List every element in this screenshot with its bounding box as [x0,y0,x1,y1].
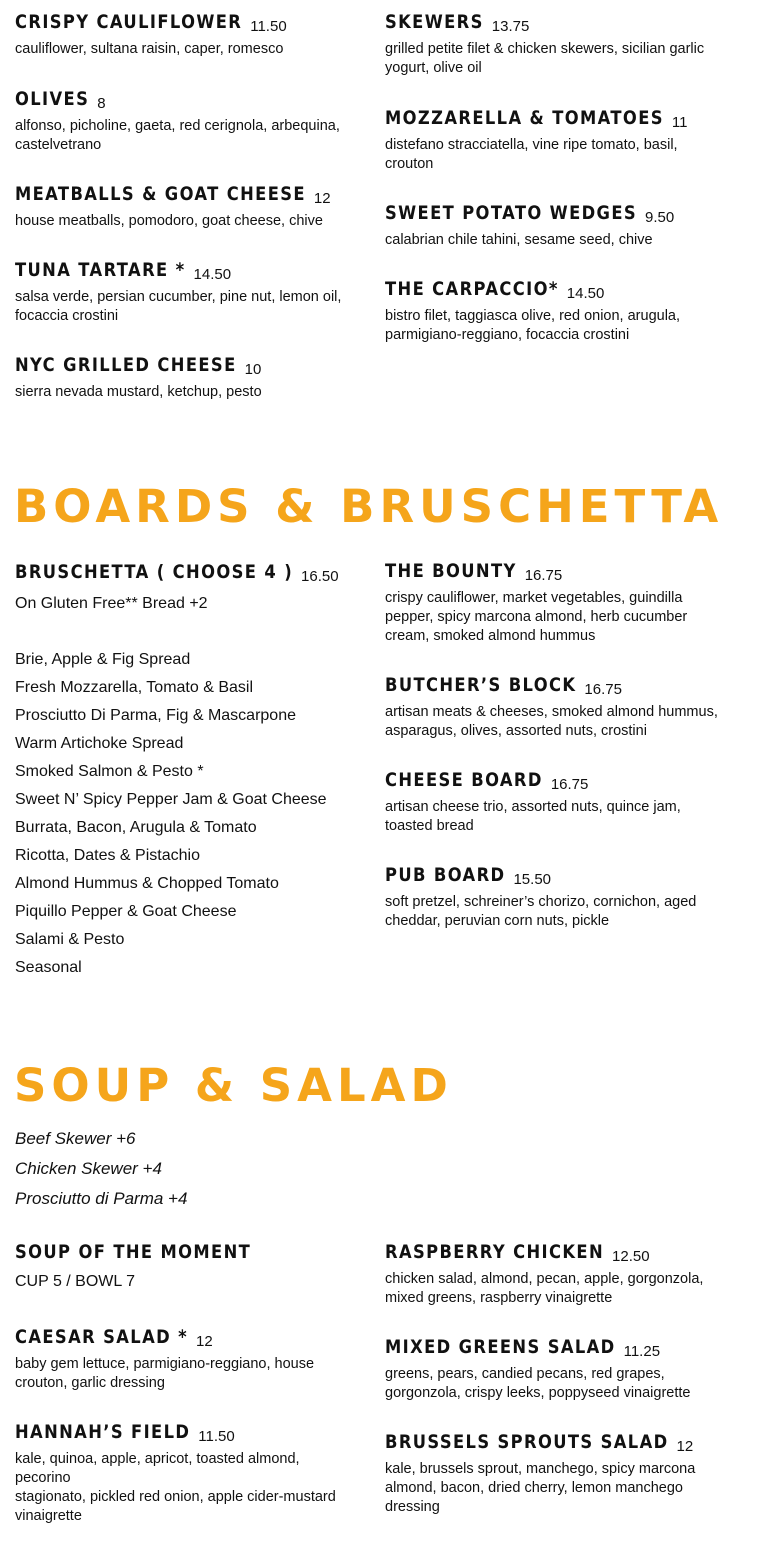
item-description: crispy cauliflower, market vegetables, guindilla pepper, spicy marcona almond, herb cucumber cream, smoked almond hummus [385,590,688,644]
menu-item [15,258,345,326]
item-price: 11.25 [623,1343,661,1360]
item-name: TUNA TARTARE * [15,259,186,281]
list-item: Almond Hummus & Chopped Tomato [15,875,279,892]
menu-item [15,182,355,231]
item-description: salsa verde, persian cucumber, pine nut, lemon oil, focaccia crostini [15,289,342,324]
item-name: HANNAH’S FIELD [15,1421,191,1443]
item-description: kale, quinoa, apple, apricot, toasted almond, pecorino [15,1451,300,1486]
gluten-free-note: On Gluten Free** Bread +2 [15,595,208,612]
item-name: BUTCHER’S BLOCK [385,674,577,696]
item-price: 13.75 [491,18,530,35]
menu-item [385,201,735,250]
item-name: CHEESE BOARD [385,769,543,791]
item-description: soft pretzel, schreiner’s chorizo, cornichon, aged cheddar, peruvian corn nuts, pickle [385,894,697,929]
boards-left-column [15,560,360,982]
item-name: MIXED GREENS SALAD [385,1336,616,1358]
item-description: chicken salad, almond, pecan, apple, gorgonzola, mixed greens, raspberry vinaigrette [385,1271,704,1306]
list-item: Piquillo Pepper & Goat Cheese [15,903,237,920]
item-description: distefano stracciatella, vine ripe tomato, basil, crouton [385,137,678,172]
item-description: greens, pears, candied pecans, red grapes, gorgonzola, crispy leeks, poppyseed vinaigrette [385,1366,691,1401]
item-price: 12 [196,1333,213,1350]
item-name: PUB BOARD [385,864,506,886]
list-item: Burrata, Bacon, Arugula & Tomato [15,819,257,836]
item-name: CAESAR SALAD * [15,1326,189,1348]
item-name: OLIVES [15,88,90,110]
item-description: grilled petite filet & chicken skewers, sicilian garlic yogurt, olive oil [385,41,705,76]
item-name: SWEET POTATO WEDGES [385,202,638,224]
item-name: BRUSCHETTA ( CHOOSE 4 ) [15,561,294,583]
list-item: Smoked Salmon & Pesto * [15,763,204,780]
item-price: 11.50 [198,1428,235,1445]
list-item: Prosciutto Di Parma, Fig & Mascarpone [15,707,296,724]
item-description-continued: stagionato, pickled red onion, apple cider-mustard vinaigrette [15,1489,336,1524]
item-price: 12.50 [612,1248,650,1265]
item-description: artisan meats & cheeses, smoked almond hummus, asparagus, olives, assorted nuts, crostini [385,704,718,739]
menu-item [15,353,355,402]
section-title-soup-salad: SOUP & SALAD [14,1059,453,1112]
item-description: sierra nevada mustard, ketchup, pesto [15,384,262,400]
menu-item [385,863,725,931]
menu-item [385,10,735,78]
item-price: 12 [313,190,331,207]
menu-item [385,559,715,646]
section-title-boards: BOARDS & BRUSCHETTA [14,480,724,533]
menu-item [385,768,715,836]
item-description: bistro filet, taggiasca olive, red onion, arugula, parmigiano-reggiano, focaccia crostini [385,308,681,343]
menu-item [15,1240,290,1296]
item-price: 16.50 [301,568,339,585]
item-description: CUP 5 / BOWL 7 [15,1273,136,1290]
menu-item [385,277,715,345]
item-price: 11.50 [250,18,287,35]
menu-item [385,106,715,174]
item-description: cauliflower, sultana raisin, caper, romesco [15,41,284,57]
menu-item [385,1430,715,1517]
item-name: RASPBERRY CHICKEN [385,1241,605,1263]
list-item: Warm Artichoke Spread [15,735,184,752]
item-price: 16.75 [524,567,563,584]
menu-item [385,1335,715,1403]
bruschetta-options [15,646,360,982]
addon-item: Chicken Skewer +4 [15,1159,162,1178]
item-name: CRISPY CAULIFLOWER [15,11,243,33]
menu-item [15,87,360,155]
list-item: Seasonal [15,959,82,976]
bruschetta-heading [15,560,360,584]
item-price: 14.50 [193,266,232,283]
item-price: 9.50 [645,209,675,226]
item-name: MOZZARELLA & TOMATOES [385,107,664,129]
list-item: Brie, Apple & Fig Spread [15,651,191,668]
item-price: 15.50 [513,871,552,888]
item-name: THE CARPACCIO* [385,278,559,300]
item-name: MEATBALLS & GOAT CHEESE [15,183,306,205]
item-price: 12 [676,1438,694,1455]
item-description: calabrian chile tahini, sesame seed, chive [385,232,653,248]
menu-item [385,673,740,741]
list-item: Fresh Mozzarella, Tomato & Basil [15,679,254,696]
item-name: BRUSSELS SPROUTS SALAD [385,1431,669,1453]
salad-addons [15,1124,360,1214]
list-item: Ricotta, Dates & Pistachio [15,847,200,864]
list-item: Sweet N’ Spicy Pepper Jam & Goat Cheese [15,791,327,808]
item-description: alfonso, picholine, gaeta, red cerignola, arbequina, castelvetrano [15,118,340,153]
item-name: NYC GRILLED CHEESE [15,354,237,376]
addon-item: Beef Skewer +6 [15,1129,136,1148]
menu-item [15,1325,335,1393]
item-price: 16.75 [550,776,589,793]
item-description: house meatballs, pomodoro, goat cheese, chive [15,213,323,229]
item-price: 11 [671,114,688,131]
item-price: 8 [97,95,106,112]
menu-item [385,1240,725,1308]
item-name: SKEWERS [385,11,484,33]
menu-item [15,10,355,59]
item-description: baby gem lettuce, parmigiano-reggiano, house crouton, garlic dressing [15,1356,315,1391]
item-price: 16.75 [584,681,622,698]
addon-item: Prosciutto di Parma +4 [15,1189,188,1208]
item-name: SOUP OF THE MOMENT [15,1241,252,1263]
item-price: 14.50 [566,285,605,302]
item-price: 10 [244,361,262,378]
item-name: THE BOUNTY [385,560,517,582]
menu-item [15,1420,360,1526]
item-description: artisan cheese trio, assorted nuts, quince jam, toasted bread [385,799,681,834]
item-description: kale, brussels sprout, manchego, spicy marcona almond, bacon, dried cherry, lemon manchego dressing [385,1461,696,1515]
list-item: Salami & Pesto [15,931,125,948]
